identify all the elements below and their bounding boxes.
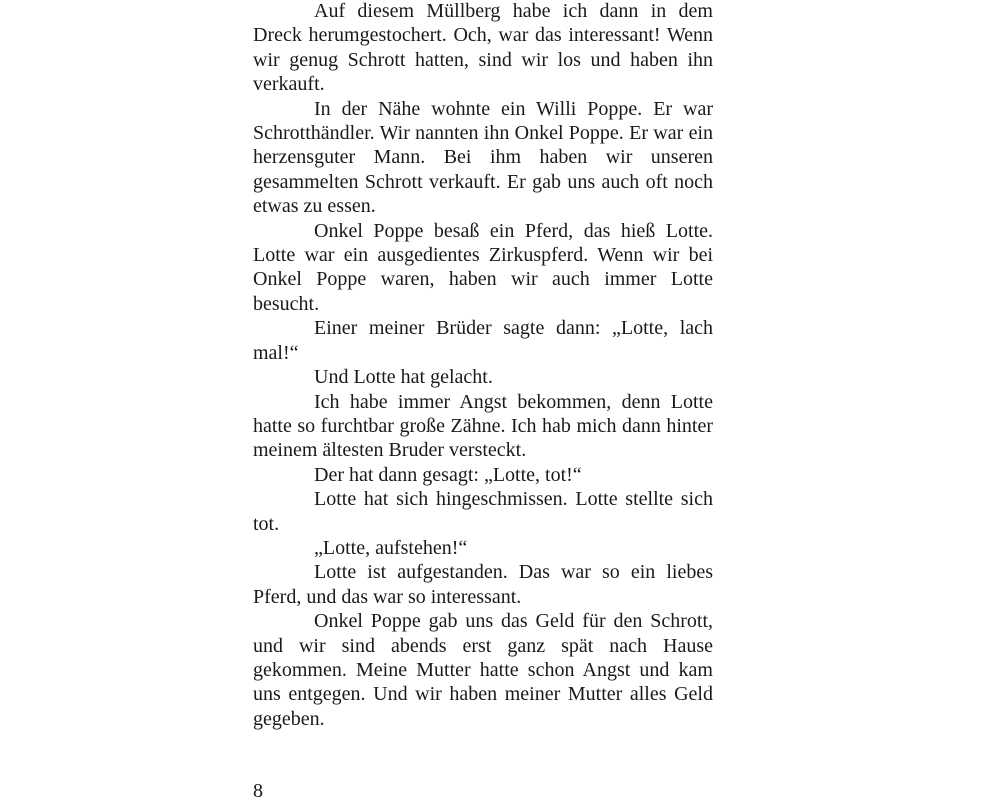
paragraph: Ich habe immer Angst bekommen, denn Lotte hatte so furchtbar große Zähne. Ich hab mich dann hinter meinem ältesten Bruder versteckt. [253,390,713,462]
paragraph: Und Lotte hat gelacht. [314,366,493,389]
paragraph: Onkel Poppe gab uns das Geld für den Schrott, und wir sind abends erst ganz spät nach Hause gekommen. Meine Mutter hatte schon Angst und kam uns entgegen. Und wir haben meiner Mutter alles Geld gegeben. [253,610,713,730]
paragraph: Auf diesem Müllberg habe ich dann in dem Dreck herumgestochert. Och, war das interessant! Wenn wir genug Schrott hatten, sind wir los und haben ihn verkauft. [253,0,713,96]
paragraph: „Lotte, aufstehen!“ [314,536,468,559]
paragraph: Der hat dann gesagt: „Lotte, tot!“ [314,463,582,486]
page-number: 8 [253,780,263,802]
text-body [253,0,713,731]
paragraph: Lotte hat sich hingeschmissen. Lotte stellte sich tot. [253,488,713,535]
paragraph: In der Nähe wohnte ein Willi Poppe. Er war Schrotthändler. Wir nannten ihn Onkel Poppe. Er war ein herzensguter Mann. Bei ihm haben wir unseren gesammelten Schrott verkauft. Er gab uns auch oft noch etwas zu essen. [253,97,713,218]
paragraph: Lotte ist aufgestanden. Das war so ein liebes Pferd, und das war so interessant. [253,561,713,608]
paragraph: Onkel Poppe besaß ein Pferd, das hieß Lotte. Lotte war ein ausgedientes Zirkuspferd. Wenn wir bei Onkel Poppe waren, haben wir auch immer Lotte besucht. [253,219,713,315]
paragraph: Einer meiner Brüder sagte dann: „Lotte, lach mal!“ [253,317,713,364]
